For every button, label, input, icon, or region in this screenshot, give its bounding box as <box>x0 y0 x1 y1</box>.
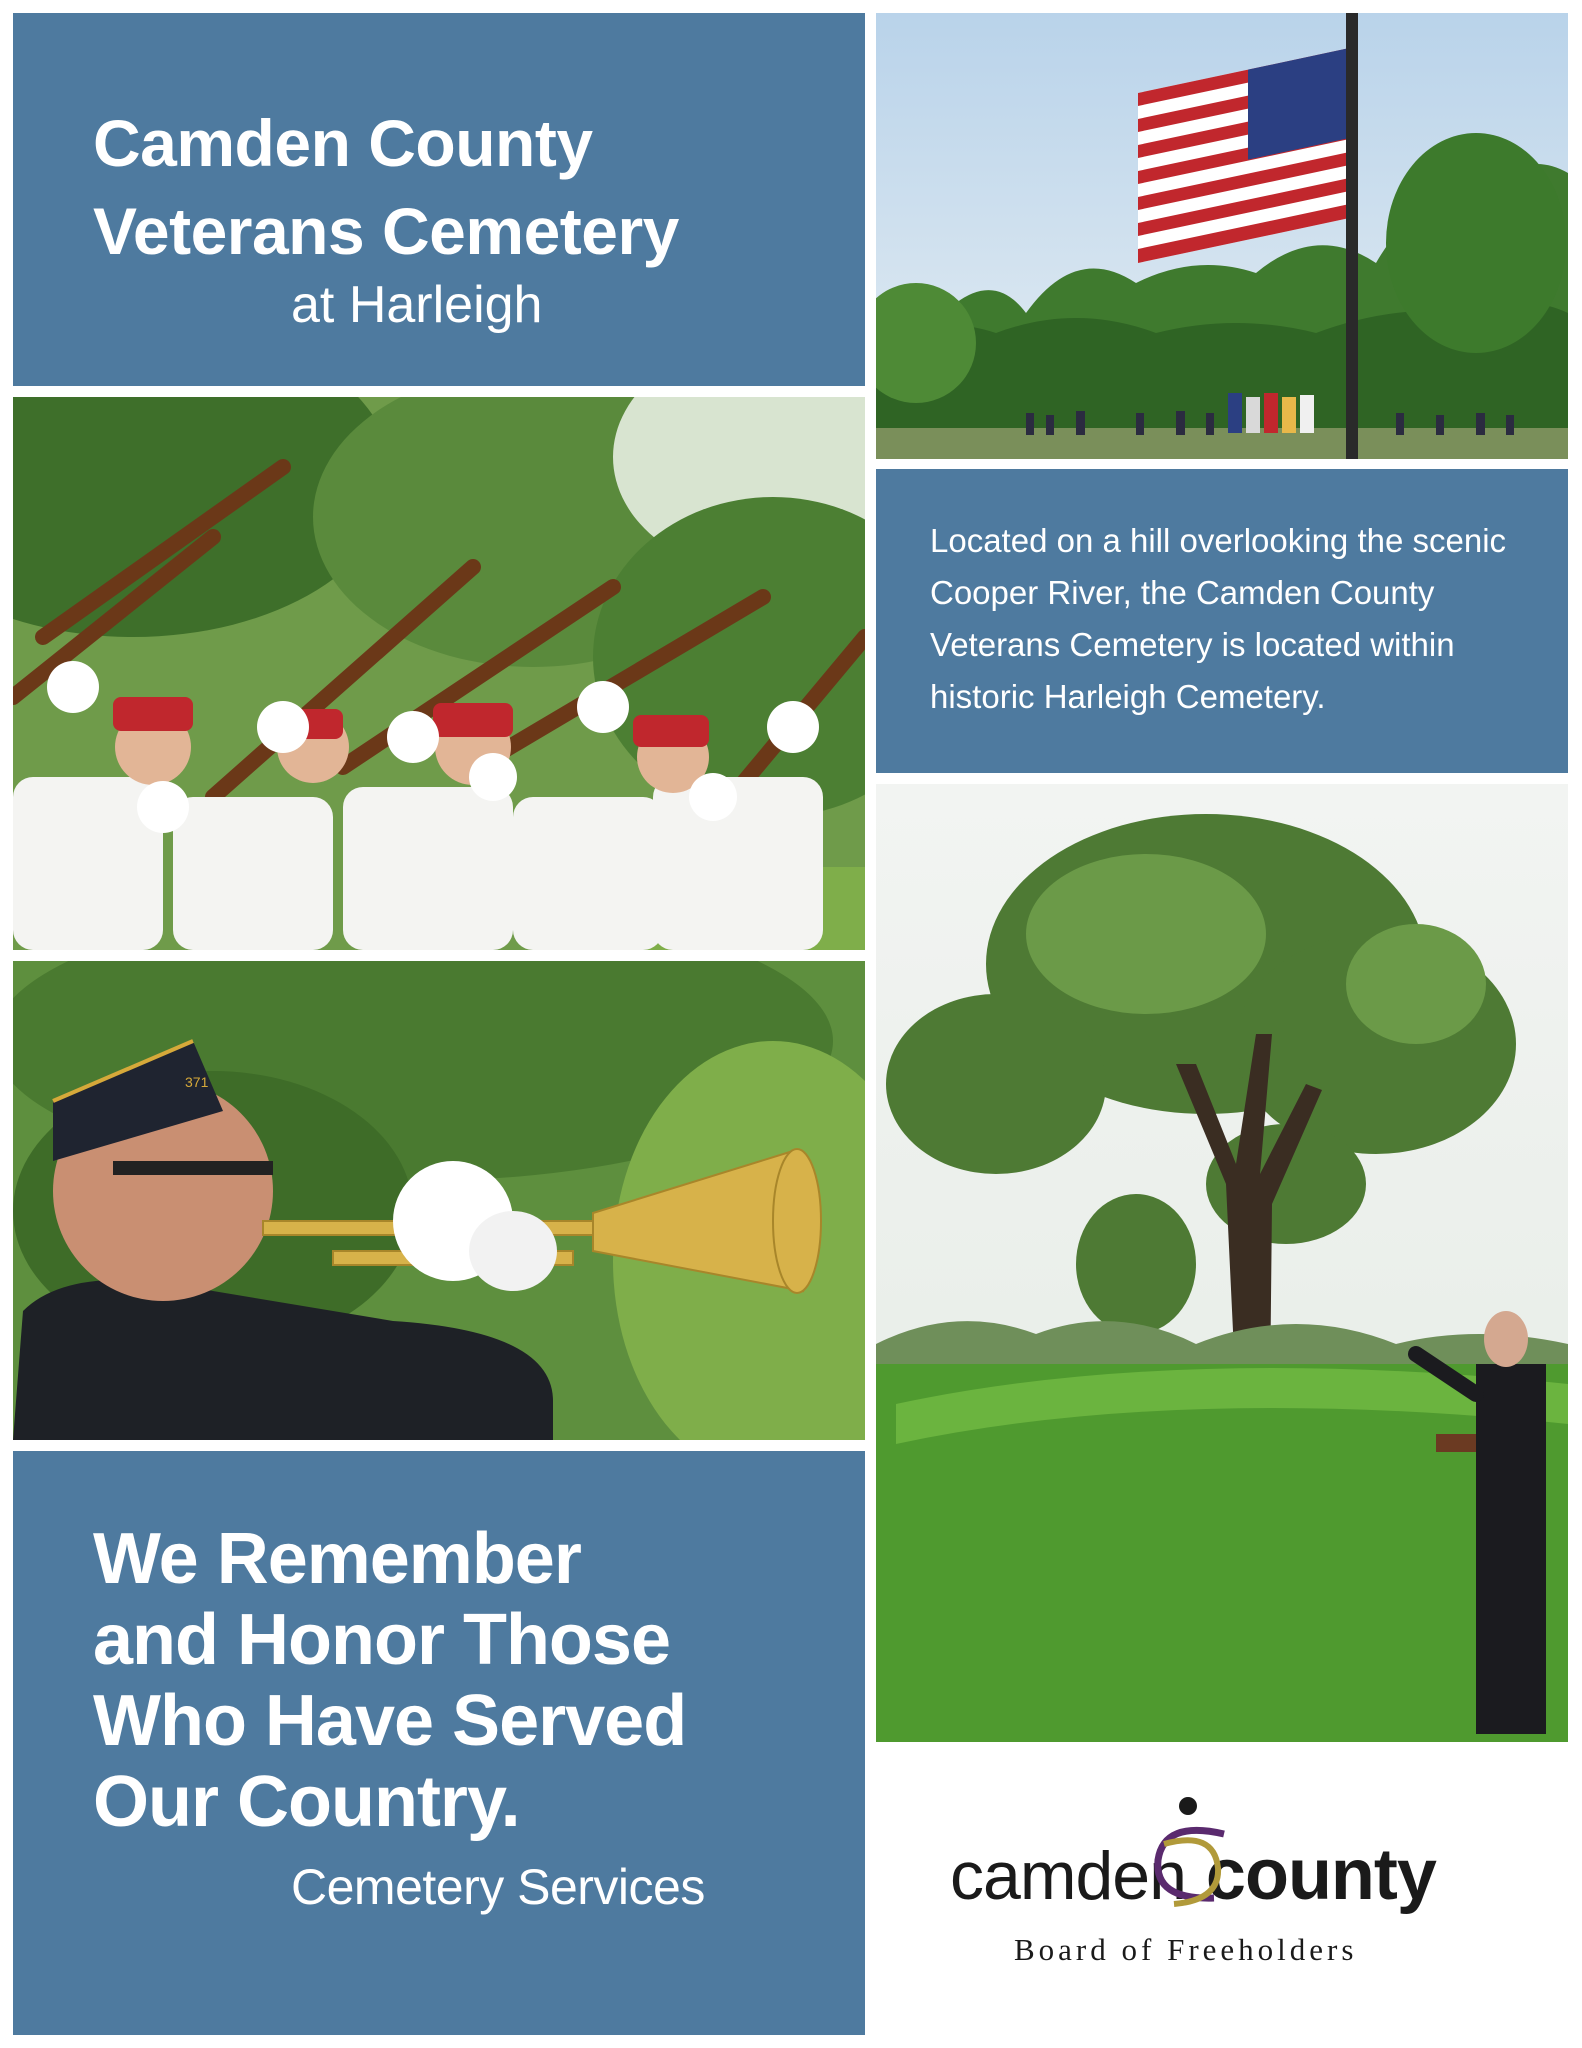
title-location: at Harleigh <box>291 276 543 334</box>
description-panel <box>876 469 1568 773</box>
logo-swoosh-icon <box>1144 1790 1264 1910</box>
title-line-2: Veterans Cemetery <box>93 194 679 268</box>
motto-line-1: We Remember <box>93 1519 581 1599</box>
rifle-salute-photo <box>13 397 865 950</box>
bugler-photo <box>13 961 865 1440</box>
logo-tagline: Board of Freeholders <box>1014 1932 1358 1967</box>
title-line-1: Camden County <box>93 106 593 180</box>
title-panel <box>13 13 865 386</box>
motto-line-4: Our Country. <box>93 1762 520 1842</box>
logo-word-county: county <box>1205 1835 1436 1915</box>
camden-county-logo <box>876 1790 1568 1990</box>
motto-line-2: and Honor Those <box>93 1600 670 1680</box>
motto-line-3: Who Have Served <box>93 1681 687 1761</box>
page-title <box>93 99 679 275</box>
description-text: Located on a hill overlooking the scenic Cooper River, the Camden County Veterans Cemetery is located within historic Harleigh Cemetery. <box>930 522 1507 715</box>
chaplain-tree-photo <box>876 784 1568 1742</box>
motto-panel <box>13 1451 865 2035</box>
hat-number: 371 <box>185 1074 209 1090</box>
cemetery-services-label: Cemetery Services <box>291 1859 705 1915</box>
logo-word-camden: camden <box>950 1838 1186 1914</box>
flag-ceremony-photo <box>876 13 1568 459</box>
motto-heading <box>93 1519 833 1843</box>
